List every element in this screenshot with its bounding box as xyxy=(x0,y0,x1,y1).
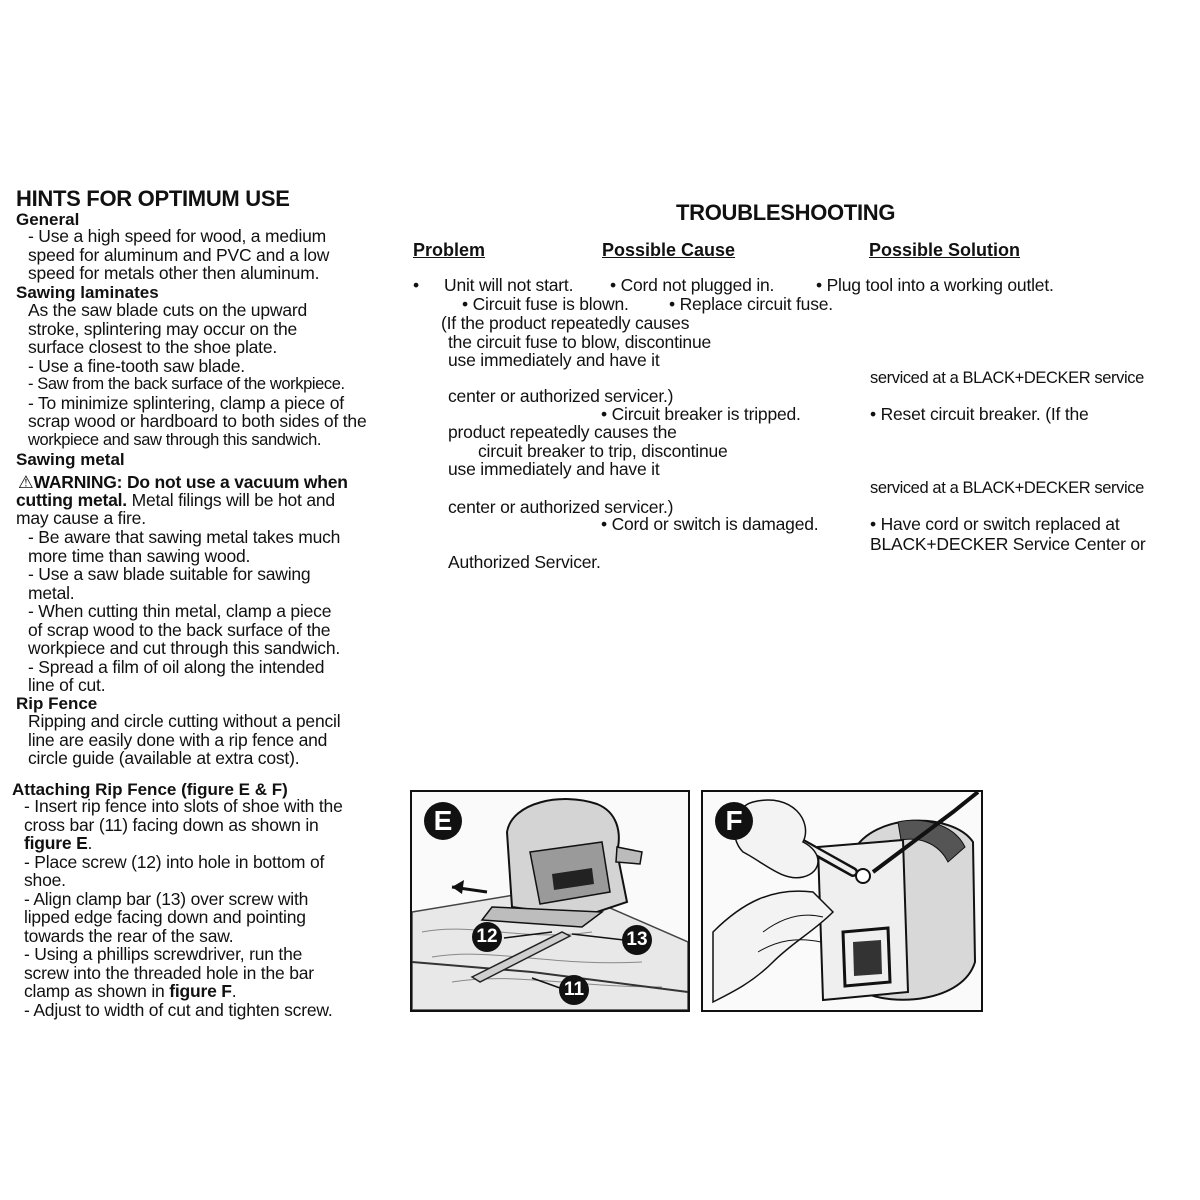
attaching-text xyxy=(24,797,343,1019)
text-line: - Using a phillips screwdriver, run the xyxy=(24,944,303,964)
col-solution-header: Possible Solution xyxy=(869,240,1021,260)
text-line: metal. xyxy=(28,582,75,603)
text-line: lipped edge facing down and pointing xyxy=(24,907,306,927)
text-line: shoe. xyxy=(24,870,66,890)
troubleshooting-title: TROUBLESHOOTING xyxy=(676,200,896,225)
warning-icon: ⚠ xyxy=(18,472,34,492)
text-line: - Use a saw blade suitable for sawing xyxy=(28,564,311,584)
figure-e-label: E xyxy=(424,802,462,840)
hints-title: HINTS FOR OPTIMUM USE xyxy=(16,186,290,211)
text-line: - Adjust to width of cut and tighten screw. xyxy=(24,999,333,1020)
metal-text xyxy=(28,528,340,695)
text-line: speed for metals other then aluminum. xyxy=(28,263,320,283)
fuse-note-line: the circuit fuse to blow, discontinue xyxy=(448,332,712,352)
attaching-heading: Attaching Rip Fence (figure E & F) xyxy=(12,780,288,799)
solution-text: • Have cord or switch replaced at xyxy=(870,514,1120,534)
cause-text: • Circuit fuse is blown. xyxy=(462,294,629,314)
problem-bullet: • xyxy=(413,275,419,295)
center-note: center or authorized servicer.) xyxy=(448,386,674,406)
col-cause-header: Possible Cause xyxy=(602,240,736,260)
text-line: surface closest to the shoe plate. xyxy=(28,337,278,357)
text-line: workpiece and cut through this sandwich. xyxy=(28,638,341,658)
metal-warning-line2 xyxy=(16,491,335,510)
figure-f xyxy=(701,790,983,1012)
text-line: cross bar (11) facing down as shown in xyxy=(24,814,319,835)
text-line: figure E. xyxy=(24,833,93,853)
rip-fence-heading: Rip Fence xyxy=(16,694,98,713)
text-line: stroke, splintering may occur on the xyxy=(28,318,298,339)
text-line: circle guide (available at extra cost). xyxy=(28,748,300,768)
callout-12: 12 xyxy=(472,922,502,952)
figure-ref: figure E xyxy=(24,833,88,853)
text-line: - Be aware that sawing metal takes much xyxy=(28,527,341,547)
text-line: more time than sawing wood. xyxy=(28,545,251,566)
rip-fence-text xyxy=(28,712,340,768)
text-line: clamp as shown in figure F. xyxy=(24,981,237,1001)
text-line: - When cutting thin metal, clamp a piece xyxy=(28,601,332,621)
laminates-heading: Sawing laminates xyxy=(16,283,159,302)
warning-bold: cutting metal. xyxy=(16,490,127,510)
metal-warning-line3: may cause a fire. xyxy=(16,508,146,528)
col-problem-header: Problem xyxy=(413,240,486,260)
text-line: - Align clamp bar (13) over screw with xyxy=(24,888,309,909)
metal-heading: Sawing metal xyxy=(16,450,125,469)
cause-text: • Cord or switch is damaged. xyxy=(601,514,819,534)
text-line: - Spread a film of oil along the intended xyxy=(28,656,325,677)
breaker-note-line: circuit breaker to trip, discontinue xyxy=(478,441,728,461)
metal-warning-line1 xyxy=(18,473,348,492)
solution-text: • Replace circuit fuse. xyxy=(669,294,833,314)
laminates-text xyxy=(28,301,367,449)
text-line: scrap wood or hardboard to both sides of the xyxy=(28,411,367,431)
service-note: serviced at a BLACK+DECKER service xyxy=(870,479,1144,497)
general-heading: General xyxy=(16,210,80,229)
breaker-note-line: product repeatedly causes the xyxy=(448,422,677,442)
text-line: workpiece and saw through this sandwich. xyxy=(28,430,322,449)
text-line: towards the rear of the saw. xyxy=(24,925,234,946)
callout-13: 13 xyxy=(622,925,652,955)
text-line: - Saw from the back surface of the workpiece. xyxy=(28,375,345,393)
text-line: Ripping and circle cutting without a pencil xyxy=(28,711,341,731)
service-note: serviced at a BLACK+DECKER service xyxy=(870,369,1144,387)
text-line: - Use a fine-tooth saw blade. xyxy=(28,355,245,376)
text-line: As the saw blade cuts on the upward xyxy=(28,300,308,320)
text-line: - Use a high speed for wood, a medium xyxy=(28,226,327,246)
authorized-note: Authorized Servicer. xyxy=(448,552,601,572)
problem-text: Unit will not start. xyxy=(444,275,574,295)
center-note: center or authorized servicer.) xyxy=(448,497,674,517)
text-line: - To minimize splintering, clamp a piece of xyxy=(28,392,344,413)
cause-text: • Circuit breaker is tripped. xyxy=(601,404,801,424)
text-line: - Insert rip fence into slots of shoe with the xyxy=(24,796,343,816)
text-line: - Place screw (12) into hole in bottom of xyxy=(24,851,325,872)
text-line: speed for aluminum and PVC and a low xyxy=(28,244,330,265)
text-line: screw into the threaded hole in the bar xyxy=(24,962,314,983)
callout-11: 11 xyxy=(559,975,589,1005)
solution-text: BLACK+DECKER Service Center or xyxy=(870,534,1146,554)
figure-e xyxy=(410,790,690,1012)
text-line: line of cut. xyxy=(28,675,106,695)
general-text xyxy=(28,227,329,283)
text-line: of scrap wood to the back surface of the xyxy=(28,619,331,640)
fuse-note-line: use immediately and have it xyxy=(448,350,660,370)
warning-bold: WARNING: Do not use a vacuum when xyxy=(33,472,348,492)
text-line: line are easily done with a rip fence and xyxy=(28,729,328,750)
solution-text: • Reset circuit breaker. (If the xyxy=(870,404,1089,424)
figure-ref: figure F xyxy=(169,981,232,1001)
warning-text: Metal filings will be hot and xyxy=(126,490,335,510)
figure-f-label: F xyxy=(715,802,753,840)
cause-text: • Cord not plugged in. xyxy=(610,275,775,295)
breaker-note-line: use immediately and have it xyxy=(448,459,660,479)
solution-text: • Plug tool into a working outlet. xyxy=(816,275,1054,295)
fuse-note-line: (If the product repeatedly causes xyxy=(441,313,690,333)
